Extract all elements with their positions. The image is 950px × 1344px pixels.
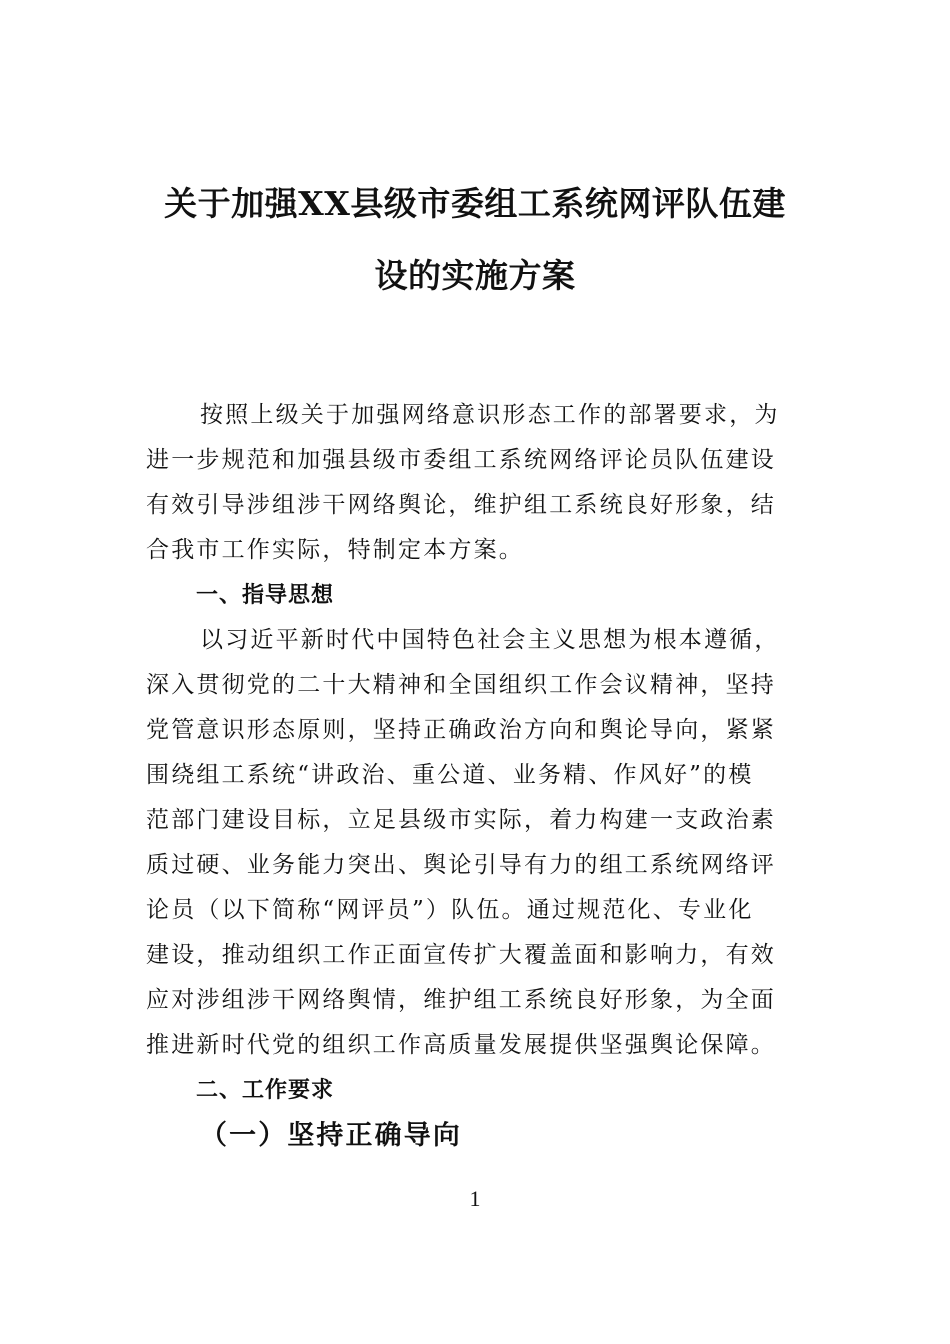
document-title	[140, 168, 810, 312]
text-line: 质过硬、业务能力突出、舆论引导有力的组工系统网络评	[146, 852, 776, 878]
text-line: 围绕组工系统“讲政治、重公道、业务精、作风好”的模	[146, 762, 754, 788]
text-line: 建设，推动组织工作正面宣传扩大覆盖面和影响力，有效	[146, 942, 776, 968]
text-line: 以习近平新时代中国特色社会主义思想为根本遵循，	[200, 627, 780, 653]
guiding-ideology-paragraph	[146, 618, 806, 1068]
text-line: 党管意识形态原则，坚持正确政治方向和舆论导向，紧紧	[146, 717, 776, 743]
text-line: 进一步规范和加强县级市委组工系统网络评论员队伍建设	[146, 447, 776, 473]
document-body	[146, 393, 806, 1158]
text-line: 论员（以下简称“网评员”）队伍。通过规范化、专业化	[146, 897, 754, 923]
text-line: 合我市工作实际，特制定本方案。	[146, 537, 524, 563]
text-line: 有效引导涉组涉干网络舆论，维护组工系统良好形象，结	[146, 492, 776, 518]
page-number: 1	[469, 1186, 481, 1211]
section-heading-work-requirements: 二、工作要求	[196, 1078, 335, 1103]
intro-paragraph	[146, 393, 806, 573]
text-line: 按照上级关于加强网络意识形态工作的部署要求，为	[200, 402, 780, 428]
section-heading-guiding-ideology: 一、指导思想	[196, 583, 335, 608]
title-line-2: 设的实施方案	[374, 256, 576, 295]
title-line-1: 关于加强XX县级市委组工系统网评队伍建	[164, 184, 786, 223]
text-line: 范部门建设目标，立足县级市实际，着力构建一支政治素	[146, 807, 776, 833]
text-line: 应对涉组涉干网络舆情，维护组工系统良好形象，为全面	[146, 987, 776, 1013]
text-line: 深入贯彻党的二十大精神和全国组织工作会议精神，坚持	[146, 672, 776, 698]
subsection-heading-correct-orientation: （一）坚持正确导向	[200, 1120, 462, 1151]
text-line: 推进新时代党的组织工作高质量发展提供坚强舆论保障。	[146, 1032, 776, 1058]
